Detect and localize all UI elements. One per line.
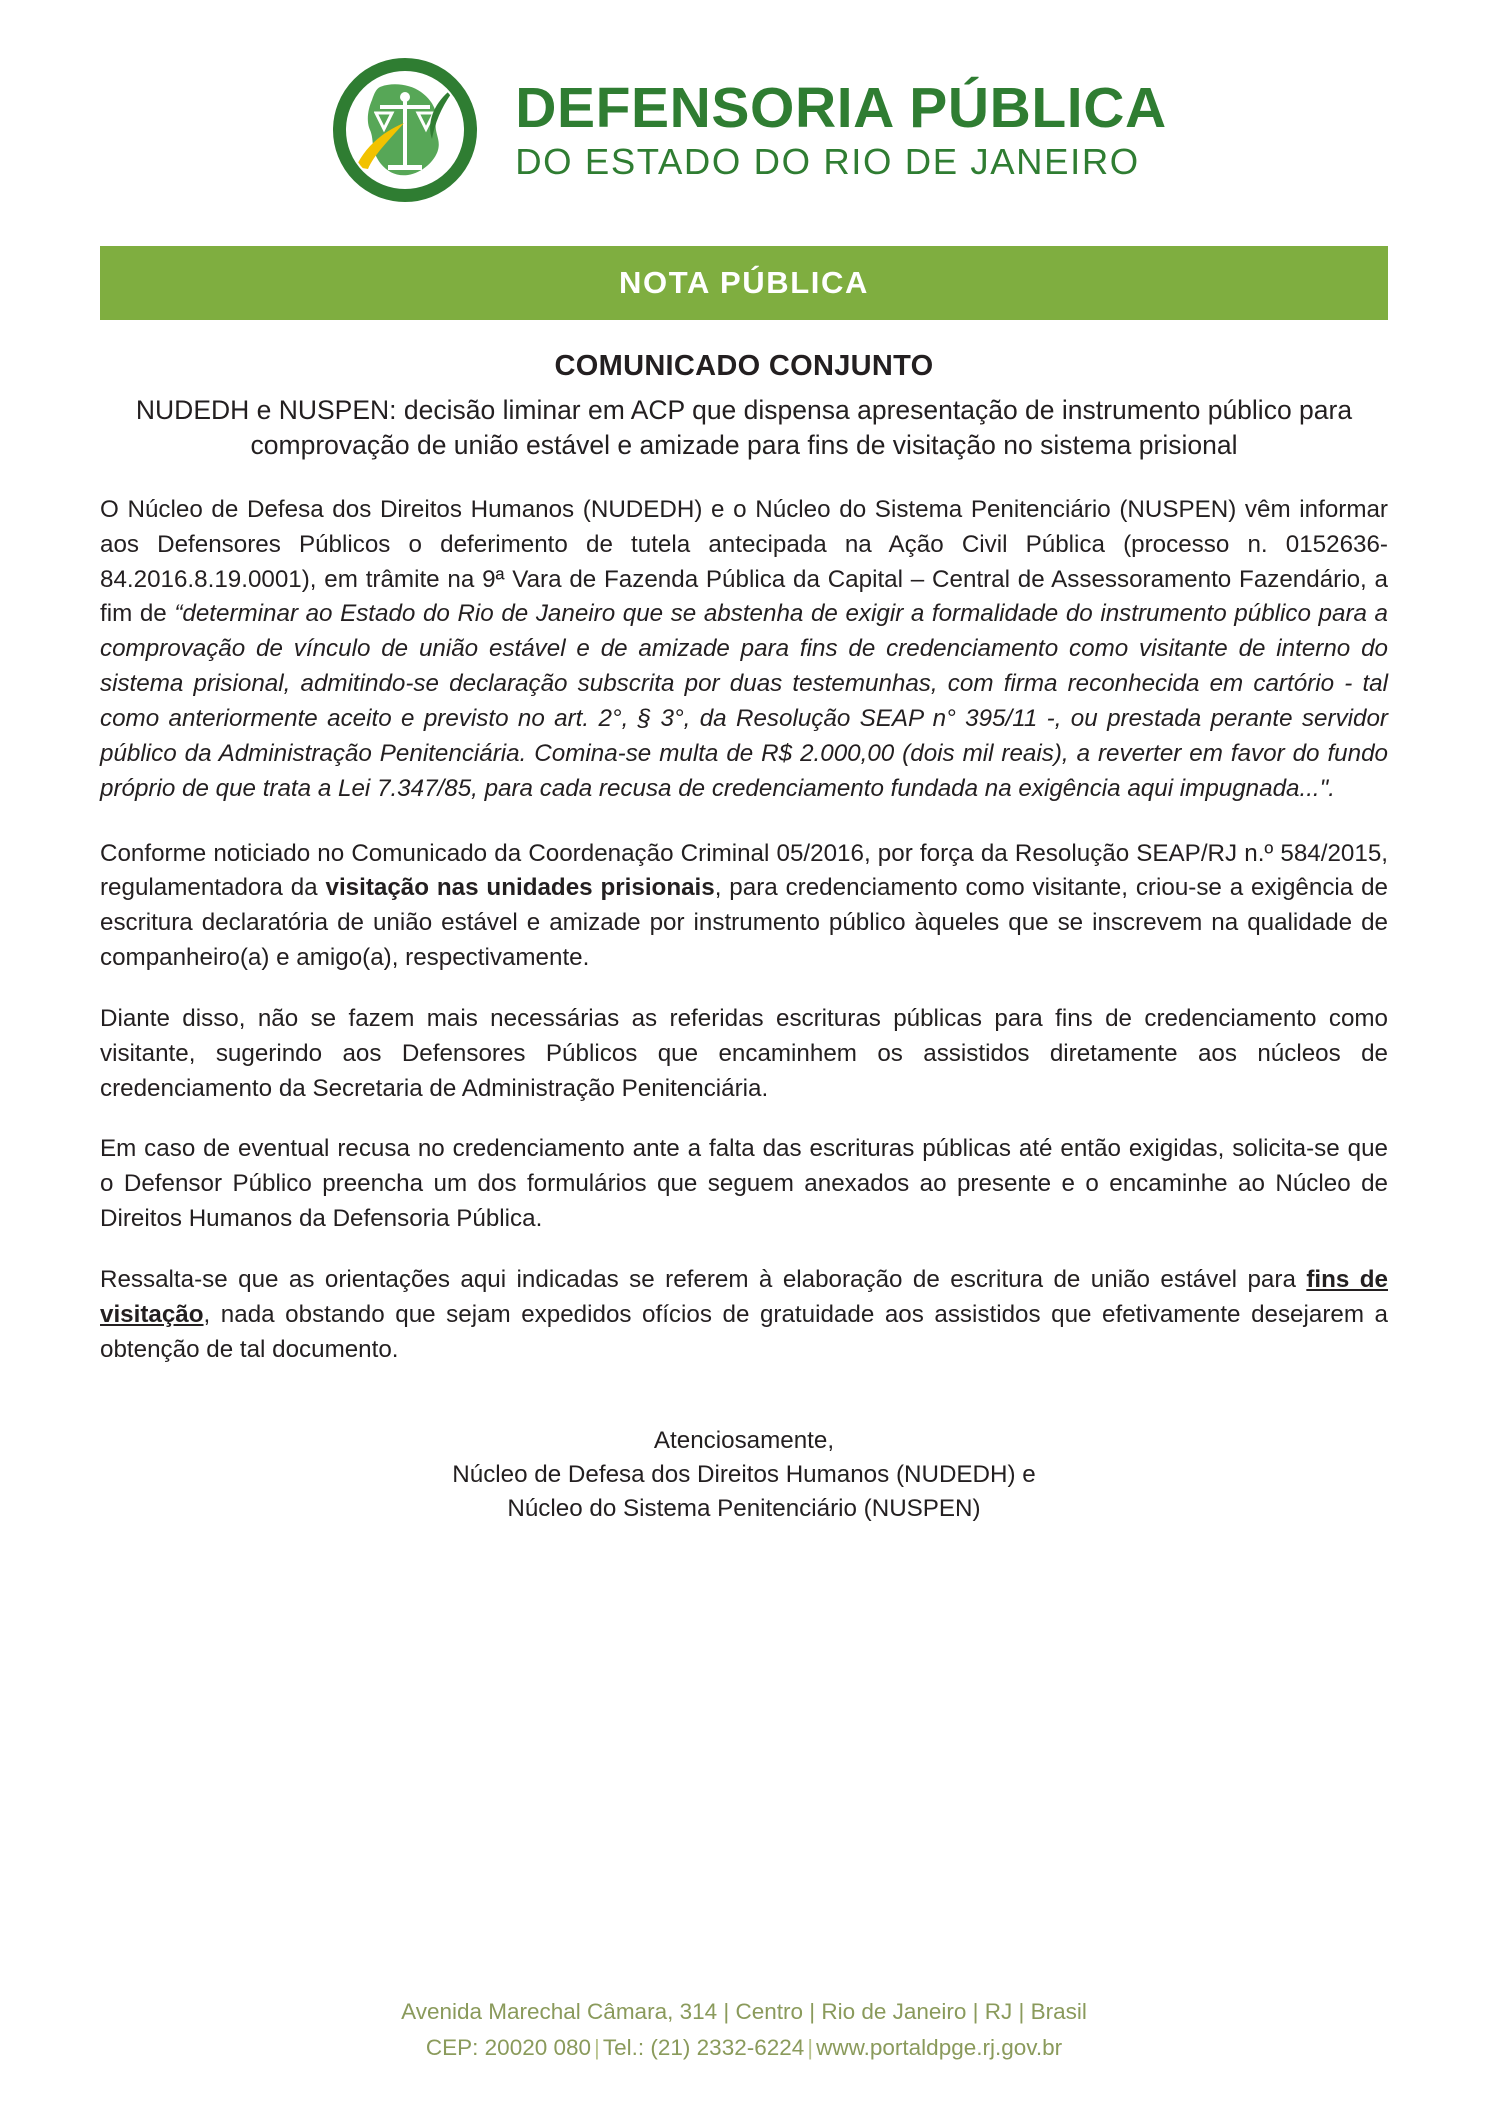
document-body	[100, 320, 1388, 1527]
paragraph-3: Diante disso, não se fazem mais necessárias as referidas escrituras públicas para fins de credenciamento como visitante, sugerindo aos Defensores Públicos que encaminhem os assistidos diretamente aos núcleos de credenciamento da Secretaria de Administração Penitenciária.	[100, 1004, 1388, 1102]
paragraph-2-highlight: visitação nas unidades prisionais	[325, 874, 715, 902]
document-header	[0, 0, 1488, 224]
logo-title-sub: DO ESTADO DO RIO DE JANEIRO	[515, 141, 1140, 183]
paragraph-5-underlined: fins de visitação	[100, 1265, 1388, 1328]
signature-line-1: Atenciosamente,	[653, 1426, 835, 1454]
footer-website-link[interactable]: www.portaldpge.rj.gov.br	[816, 2035, 1063, 2060]
green-swoosh-icon	[416, 83, 460, 143]
paragraph-2-post: , para credenciamento como visitante, criou-se a exigência de escritura declaratória de união estável e amizade por instrumento público àqueles que se inscrevem na qualidade de companheiro(a) e amigo(a), respectivamente.	[100, 874, 1388, 972]
paragraph-5-post: , nada obstando que sejam expedidos ofícios de gratuidade aos assistidos que efetivamente desejarem a obtenção de tal documento.	[100, 1300, 1388, 1363]
logo-inner-circle	[348, 73, 462, 187]
footer-separator-1: |	[594, 2035, 600, 2060]
footer-cep: CEP: 20020 080	[425, 2035, 592, 2060]
document-subtitle: NUDEDH e NUSPEN: decisão liminar em ACP que dispensa apresentação de instrumento público para comprovação de união estável e amizade para fins de visitação no sistema prisional	[135, 395, 1353, 460]
footer-contact	[0, 2030, 1488, 2066]
logo-wordmark	[515, 76, 1167, 183]
paragraph-2-pre: Conforme noticiado no Comunicado da Coordenação Criminal 05/2016, por força da Resolução SEAP/RJ n.º 584/2015, regulamentadora da	[100, 839, 1388, 902]
defensoria-publica-rj-logo-icon	[321, 46, 489, 214]
paragraph-2	[100, 837, 1388, 976]
signature-line-3: Núcleo do Sistema Penitenciário (NUSPEN)	[507, 1495, 981, 1523]
logo-title-main: DEFENSORIA PÚBLICA	[515, 76, 1167, 141]
paragraph-1-quote: “determinar ao Estado do Rio de Janeiro que se abstenha de exigir a formalidade do instrumento público para a comprovação de vínculo de união estável e de amizade para fins de credenciamento como visitante de interno do sistema prisional, admitindo-se declaração subscrita por duas testemunhas, com firma reconhecida em cartório - tal como anteriormente aceito e previsto no art. 2°, § 3°, da Resolução SEAP n° 395/11 -, ou prestada perante servidor público da Administração Penitenciária. Comina-se multa de R$ 2.000,00 (dois mil reais), a reverter em favor do fundo próprio de que trata a Lei 7.347/85, para cada recusa de credenciamento fundada na exigência aqui impugnada...".	[100, 600, 1388, 802]
paragraph-5	[100, 1263, 1388, 1368]
document-footer	[0, 1994, 1488, 2066]
document-title: COMUNICADO CONJUNTO	[554, 350, 934, 382]
nota-publica-banner	[100, 246, 1388, 320]
yellow-swoosh-icon	[354, 119, 408, 171]
paragraph-5-pre: Ressalta-se que as orientações aqui indicadas se referem à elaboração de escritura de união estável para	[100, 1265, 1307, 1293]
footer-separator-2: |	[807, 2035, 814, 2060]
footer-address: Avenida Marechal Câmara, 314 | Centro | Rio de Janeiro | RJ | Brasil	[401, 1999, 1087, 2024]
footer-tel: Tel.: (21) 2332-6224	[602, 2035, 805, 2060]
banner-label: NOTA PÚBLICA	[619, 265, 869, 300]
paragraph-1-intro: O Núcleo de Defesa dos Direitos Humanos (NUDEDH) e o Núcleo do Sistema Penitenciário (NUSPEN) vêm informar aos Defensores Públicos o deferimento de tutela antecipada na Ação Civil Pública (processo n. 0152636-84.2016.8.19.0001), em trâmite na 9ª Vara de Fazenda Pública da Capital – Central de Assessoramento Fazendário, a fim de	[100, 495, 1388, 628]
signature-block	[100, 1424, 1388, 1527]
paragraph-4: Em caso de eventual recusa no credenciamento ante a falta das escrituras públicas até então exigidas, solicita-se que o Defensor Público preencha um dos formulários que seguem anexados ao presente e o encaminhe ao Núcleo de Direitos Humanos da Defensoria Pública.	[100, 1135, 1388, 1233]
paragraph-1	[100, 493, 1388, 807]
signature-line-2: Núcleo de Defesa dos Direitos Humanos (NUDEDH) e	[452, 1460, 1036, 1488]
